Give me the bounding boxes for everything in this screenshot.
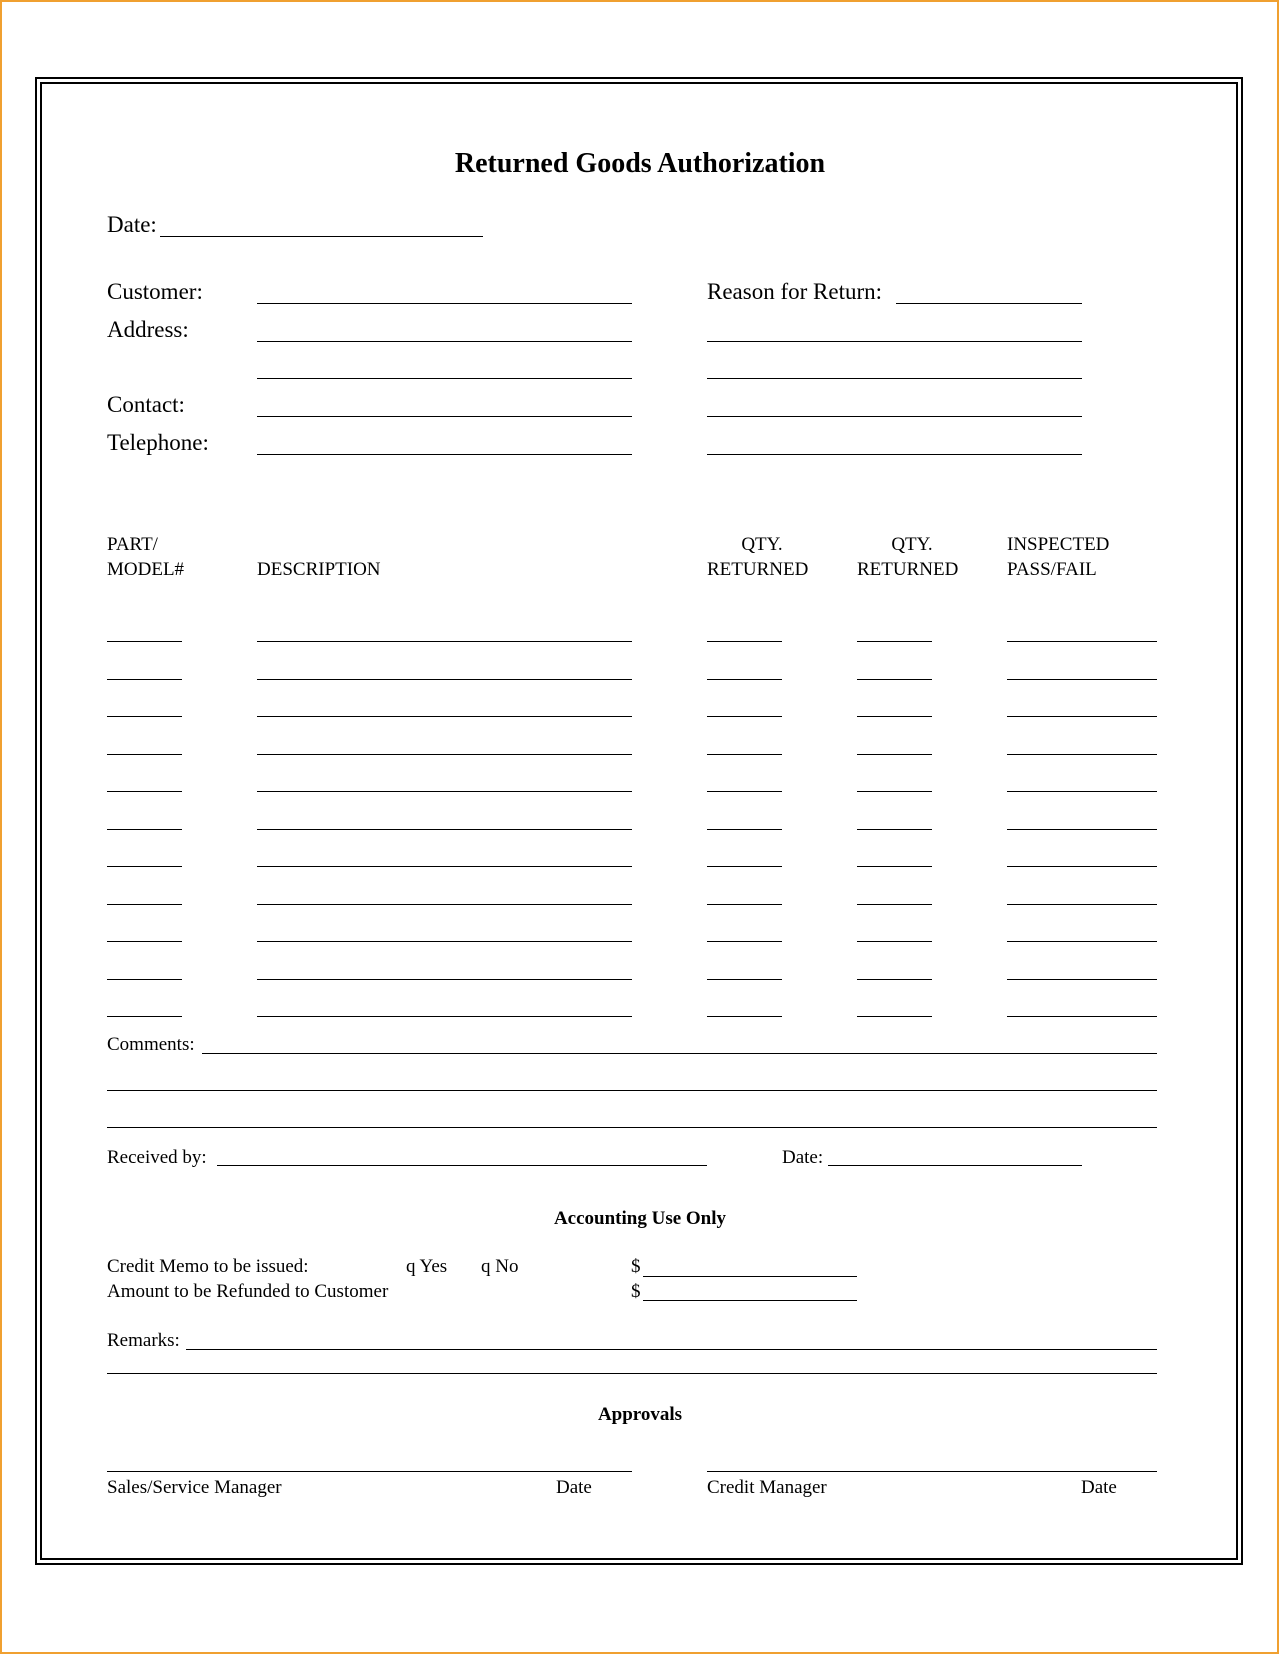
item-row-1-qty-returned-2-field[interactable] (857, 641, 932, 642)
date-label: Date: (107, 212, 157, 237)
address-label: Address: (107, 317, 189, 342)
item-row-9-qty-returned-1-field[interactable] (707, 941, 782, 942)
telephone-label: Telephone: (107, 430, 209, 455)
item-row-4-qty-returned-1-field[interactable] (707, 754, 782, 755)
item-row-7-inspected-pass-fail-field[interactable] (1007, 866, 1157, 867)
item-row-8-inspected-pass-fail-field[interactable] (1007, 904, 1157, 905)
address-field-line1[interactable] (257, 341, 632, 342)
item-row-3-description-field[interactable] (257, 716, 632, 717)
item-row-8-qty-returned-2-field[interactable] (857, 904, 932, 905)
header-qty1-bottom: RETURNED (707, 559, 809, 580)
remarks-field-line2[interactable] (107, 1373, 1157, 1374)
item-row-6-part-model-field[interactable] (107, 829, 182, 830)
customer-field[interactable] (257, 303, 632, 304)
address-field-line2[interactable] (257, 378, 632, 379)
item-row-3-part-model-field[interactable] (107, 716, 182, 717)
date-field[interactable] (160, 236, 483, 237)
item-row-9-description-field[interactable] (257, 941, 632, 942)
header-model: MODEL# (107, 559, 185, 580)
remarks-label: Remarks: (107, 1330, 180, 1351)
received-by-field[interactable] (217, 1165, 707, 1166)
sales-manager-label: Sales/Service Manager (107, 1477, 282, 1498)
comments-field-line2[interactable] (107, 1090, 1157, 1091)
refund-amount-currency: $ (631, 1281, 641, 1302)
comments-field-line1[interactable] (202, 1053, 1157, 1054)
item-row-10-part-model-field[interactable] (107, 979, 182, 980)
sales-manager-signature-line[interactable] (107, 1471, 632, 1472)
credit-memo-yes-option[interactable]: q Yes (406, 1256, 448, 1277)
reason-field-line2[interactable] (707, 341, 1082, 342)
item-row-1-description-field[interactable] (257, 641, 632, 642)
item-row-11-qty-returned-1-field[interactable] (707, 1016, 782, 1017)
item-row-1-part-model-field[interactable] (107, 641, 182, 642)
reason-field-line5[interactable] (707, 454, 1082, 455)
credit-manager-label: Credit Manager (707, 1477, 827, 1498)
credit-amount-field[interactable] (643, 1276, 857, 1277)
item-row-10-description-field[interactable] (257, 979, 632, 980)
item-row-4-inspected-pass-fail-field[interactable] (1007, 754, 1157, 755)
item-row-2-part-model-field[interactable] (107, 679, 182, 680)
item-row-11-description-field[interactable] (257, 1016, 632, 1017)
header-passfail: PASS/FAIL (1007, 559, 1097, 580)
item-row-5-qty-returned-2-field[interactable] (857, 791, 932, 792)
reason-label: Reason for Return: (707, 279, 883, 304)
remarks-field-line1[interactable] (186, 1349, 1157, 1350)
item-row-5-qty-returned-1-field[interactable] (707, 791, 782, 792)
received-by-label: Received by: (107, 1147, 207, 1168)
item-row-3-qty-returned-1-field[interactable] (707, 716, 782, 717)
sales-date-label: Date (556, 1477, 592, 1498)
item-row-3-inspected-pass-fail-field[interactable] (1007, 716, 1157, 717)
item-row-5-part-model-field[interactable] (107, 791, 182, 792)
received-date-label: Date: (782, 1147, 824, 1168)
item-row-9-part-model-field[interactable] (107, 941, 182, 942)
telephone-field[interactable] (257, 454, 632, 455)
item-row-11-qty-returned-2-field[interactable] (857, 1016, 932, 1017)
refund-amount-field[interactable] (643, 1300, 857, 1301)
header-part: PART/ (107, 534, 158, 555)
reason-field-line1[interactable] (896, 303, 1082, 304)
item-row-7-qty-returned-1-field[interactable] (707, 866, 782, 867)
item-row-11-part-model-field[interactable] (107, 1016, 182, 1017)
item-row-7-part-model-field[interactable] (107, 866, 182, 867)
comments-field-line3[interactable] (107, 1127, 1157, 1128)
item-row-11-inspected-pass-fail-field[interactable] (1007, 1016, 1157, 1017)
credit-date-label: Date (1081, 1477, 1117, 1498)
reason-field-line3[interactable] (707, 378, 1082, 379)
header-qty2-top: QTY. (891, 534, 933, 555)
item-row-10-qty-returned-1-field[interactable] (707, 979, 782, 980)
item-row-3-qty-returned-2-field[interactable] (857, 716, 932, 717)
comments-label: Comments: (107, 1034, 195, 1055)
item-row-5-inspected-pass-fail-field[interactable] (1007, 791, 1157, 792)
item-row-9-inspected-pass-fail-field[interactable] (1007, 941, 1157, 942)
item-row-6-qty-returned-2-field[interactable] (857, 829, 932, 830)
item-row-2-inspected-pass-fail-field[interactable] (1007, 679, 1157, 680)
item-row-6-description-field[interactable] (257, 829, 632, 830)
item-row-2-description-field[interactable] (257, 679, 632, 680)
item-row-4-description-field[interactable] (257, 754, 632, 755)
item-row-1-qty-returned-1-field[interactable] (707, 641, 782, 642)
form-title: Returned Goods Authorization (454, 148, 826, 179)
item-row-2-qty-returned-2-field[interactable] (857, 679, 932, 680)
item-row-4-qty-returned-2-field[interactable] (857, 754, 932, 755)
item-row-6-qty-returned-1-field[interactable] (707, 829, 782, 830)
refund-label: Amount to be Refunded to Customer (107, 1281, 389, 1302)
contact-label: Contact: (107, 392, 185, 417)
credit-manager-signature-line[interactable] (707, 1471, 1157, 1472)
reason-field-line4[interactable] (707, 416, 1082, 417)
item-row-10-inspected-pass-fail-field[interactable] (1007, 979, 1157, 980)
item-row-1-inspected-pass-fail-field[interactable] (1007, 641, 1157, 642)
header-qty2-bottom: RETURNED (857, 559, 959, 580)
item-row-7-description-field[interactable] (257, 866, 632, 867)
header-qty1-top: QTY. (741, 534, 783, 555)
item-row-2-qty-returned-1-field[interactable] (707, 679, 782, 680)
accounting-heading: Accounting Use Only (553, 1208, 727, 1229)
contact-field[interactable] (257, 416, 632, 417)
item-row-10-qty-returned-2-field[interactable] (857, 979, 932, 980)
credit-memo-label: Credit Memo to be issued: (107, 1256, 309, 1277)
item-row-8-description-field[interactable] (257, 904, 632, 905)
header-description: DESCRIPTION (257, 559, 381, 580)
credit-amount-currency: $ (631, 1256, 641, 1277)
received-date-field[interactable] (828, 1165, 1082, 1166)
item-row-7-qty-returned-2-field[interactable] (857, 866, 932, 867)
item-row-5-description-field[interactable] (257, 791, 632, 792)
approvals-heading: Approvals (597, 1404, 683, 1425)
credit-memo-no-option[interactable]: q No (481, 1256, 519, 1277)
item-row-4-part-model-field[interactable] (107, 754, 182, 755)
header-inspected: INSPECTED (1007, 534, 1110, 555)
item-row-8-qty-returned-1-field[interactable] (707, 904, 782, 905)
item-row-9-qty-returned-2-field[interactable] (857, 941, 932, 942)
customer-label: Customer: (107, 279, 203, 304)
item-row-8-part-model-field[interactable] (107, 904, 182, 905)
item-row-6-inspected-pass-fail-field[interactable] (1007, 829, 1157, 830)
